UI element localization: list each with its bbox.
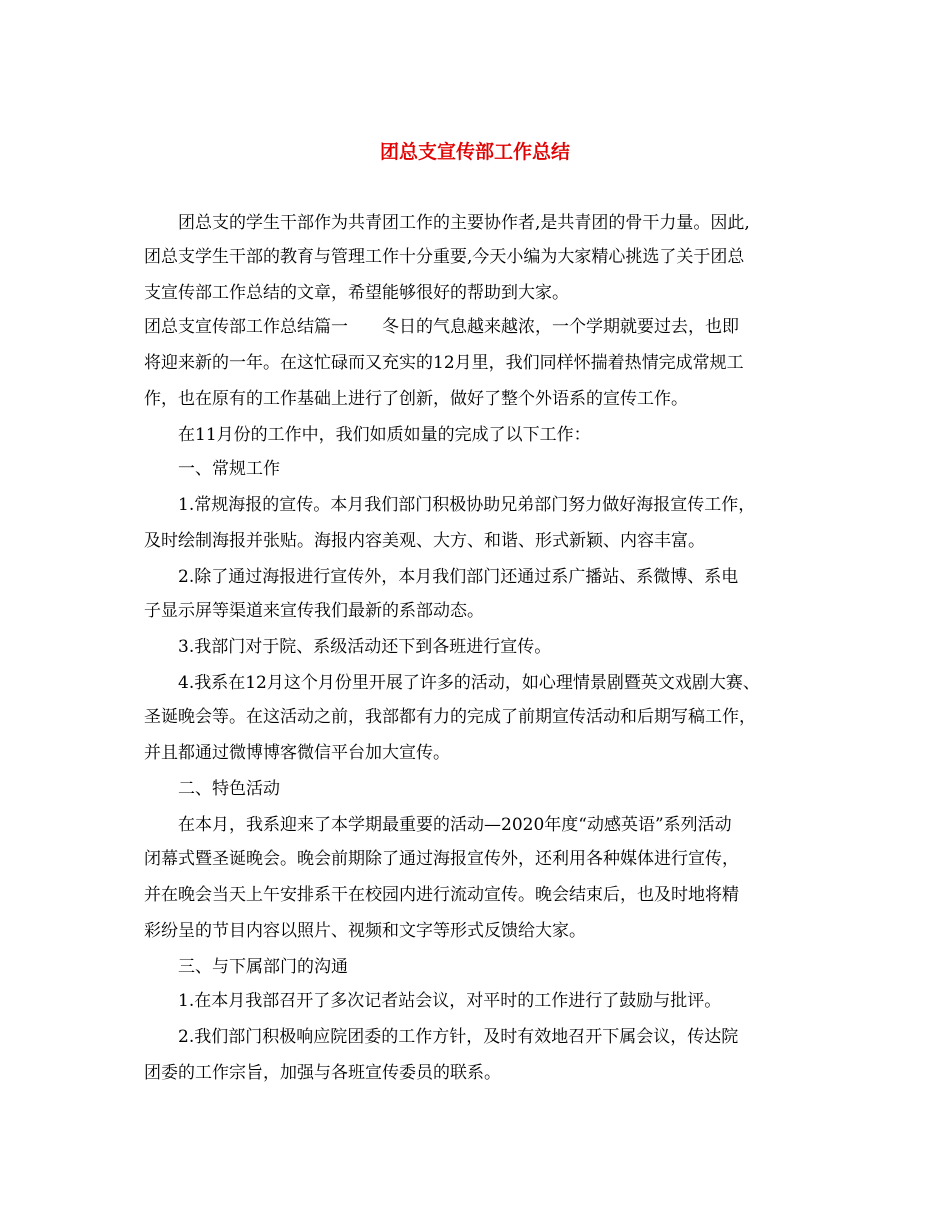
- paragraph-line: 2.除了通过海报进行宣传外，本月我们部门还通过系广播站、系微博、系电: [178, 567, 739, 587]
- paragraph-line: 2.我们部门积极响应院团委的工作方针，及时有效地召开下属会议，传达院: [178, 1027, 739, 1047]
- document-title: 团总支宣传部工作总结: [379, 141, 570, 163]
- section-heading: 二、特色活动: [178, 779, 280, 799]
- paragraph-line: 子显示屏等渠道来宣传我们最新的系部动态。: [144, 601, 484, 621]
- paragraph-line: 彩纷呈的节目内容以照片、视频和文字等形式反馈给大家。: [144, 921, 586, 941]
- paragraph-line: 4.我系在12月这个月份里开展了许多的活动，如心理情景剧暨英文戏剧大赛、: [178, 673, 760, 693]
- paragraph-line: 团委的工作宗旨，加强与各班宣传委员的联系。: [144, 1063, 501, 1083]
- paragraph-line: 1.常规海报的宣传。本月我们部门积极协助兄弟部门努力做好海报宣传工作，: [178, 495, 756, 515]
- paragraph-line: 支宣传部工作总结的文章，希望能够很好的帮助到大家。: [144, 283, 569, 303]
- paragraph-line: 团总支学生干部的教育与管理工作十分重要,今天小编为大家精心挑选了关于团总: [144, 247, 745, 267]
- paragraph-line: 作，也在原有的工作基础上进行了创新，做好了整个外语系的宣传工作。: [144, 389, 688, 409]
- paragraph-line: 1.在本月我部召开了多次记者站会议，对平时的工作进行了鼓励与批评。: [178, 991, 722, 1011]
- paragraph-line: 在本月，我系迎来了本学期最重要的活动—2020年度“动感英语”系列活动: [178, 815, 732, 835]
- section-heading: 一、常规工作: [178, 459, 280, 479]
- paragraph-line: 圣诞晚会等。在这活动之前，我部都有力的完成了前期宣传活动和后期写稿工作，: [144, 707, 756, 727]
- paragraph-line: 及时绘制海报并张贴。海报内容美观、大方、和谐、形式新颖、内容丰富。: [144, 531, 705, 551]
- section-heading: 三、与下属部门的沟通: [178, 957, 348, 977]
- paragraph-line: 在11月份的工作中，我们如质如量的完成了以下工作：: [178, 425, 591, 445]
- paragraph-line: 将迎来新的一年。在这忙碌而又充实的12月里，我们同样怀揣着热情完成常规工: [144, 353, 744, 373]
- paragraph-line: 团总支的学生干部作为共青团工作的主要协作者,是共青团的骨干力量。因此,: [178, 213, 750, 233]
- paragraph-line: 并且都通过微博博客微信平台加大宣传。: [144, 743, 450, 763]
- paragraph-line: 并在晚会当天上午安排系干在校园内进行流动宣传。晚会结束后，也及时地将精: [144, 885, 739, 905]
- paragraph-line: 3.我部门对于院、系级活动还下到各班进行宣传。: [178, 637, 552, 657]
- paragraph-line: 团总支宣传部工作总结篇一 冬日的气息越来越浓，一个学期就要过去，也即: [144, 317, 739, 337]
- paragraph-line: 闭幕式暨圣诞晚会。晚会前期除了通过海报宣传外，还利用各种媒体进行宣传，: [144, 849, 739, 869]
